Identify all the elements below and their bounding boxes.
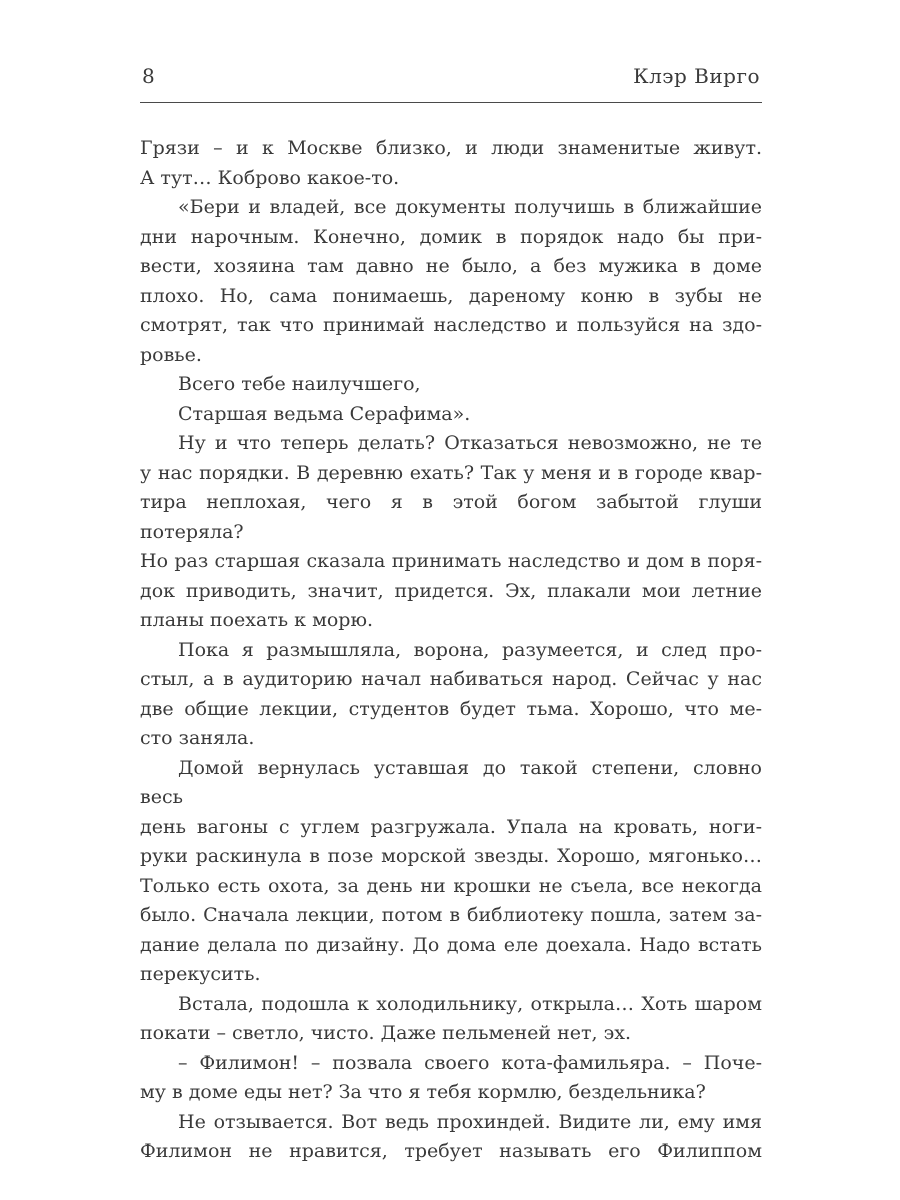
paragraph	[140, 134, 762, 193]
text-line: ровье.	[140, 343, 202, 366]
text-line: «Бери и владей, все документы получишь в ближайшие	[178, 196, 762, 218]
text-line: смотрят, так что принимай наследство и пользуйся на здо-	[140, 314, 762, 336]
text-line: день вагоны с углем разгружала. Упала на кровать, ноги-	[140, 815, 762, 838]
text-line: было. Сначала лекции, потом в библиотеку пошла, затем за-	[140, 904, 762, 926]
text-line: перекусить.	[140, 963, 261, 985]
paragraph	[140, 990, 762, 1049]
text-line: Встала, подошла к холодильнику, открыла… Хоть шаром	[178, 992, 762, 1015]
paragraph	[140, 1049, 762, 1108]
text-line: дание делала по дизайну. До дома еле доехала. Надо встать	[140, 933, 762, 956]
page-number: 8	[142, 64, 155, 88]
text-line: Грязи – и к Москве близко, и люди знаменитые живут.	[140, 137, 762, 159]
paragraph	[140, 400, 762, 430]
text-line: тира неплохая, чего я в этой богом забытой глуши потеряла?	[140, 491, 762, 543]
text-line: Старшая ведьма Серафима».	[178, 402, 471, 425]
running-head-author: Клэр Вирго	[633, 64, 760, 88]
text-line: Пока я размышляла, ворона, разумеется, и след про-	[178, 638, 762, 661]
paragraph	[140, 636, 762, 754]
text-line: Но раз старшая сказала принимать наследство и дом в поря-	[140, 550, 762, 572]
text-line: руки раскинула в позе морской звезды. Хорошо, мягонько…	[140, 845, 762, 867]
paragraph	[140, 429, 762, 636]
text-line: плохо. Но, сама понимаешь, дареному коню в зубы не	[140, 284, 762, 307]
text-line: док приводить, значит, придется. Эх, плакали мои летние	[140, 579, 762, 602]
text-line: – Филимон! – позвала своего кота-фамильяра. – Поче-	[178, 1051, 762, 1074]
text-line: А тут… Коброво какое-то.	[140, 166, 400, 189]
text-line: две общие лекции, студентов будет тьма. Хорошо, что ме-	[140, 697, 762, 720]
text-line: Ну и что теперь делать? Отказаться невозможно, не те	[178, 432, 762, 454]
paragraph	[140, 1108, 762, 1167]
paragraph	[140, 193, 762, 370]
text-line: покати – светло, чисто. Даже пельменей нет, эх.	[140, 1022, 632, 1044]
text-line: Домой вернулась уставшая до такой степени, словно весь	[140, 756, 762, 808]
text-line: Филимон не нравится, требует называть его Филиппом	[140, 1140, 762, 1162]
text-line: Всего тебе наилучшего,	[178, 373, 421, 395]
text-line: стыл, а в аудиторию начал набиваться народ. Сейчас у нас	[140, 668, 762, 690]
text-line: Не отзывается. Вот ведь прохиндей. Видите ли, ему имя	[178, 1110, 762, 1133]
page-header	[140, 64, 762, 103]
text-line: му в доме еды нет? За что я тебя кормлю, бездельника?	[140, 1081, 706, 1103]
text-line: дни нарочным. Конечно, домик в порядок надо бы при-	[140, 225, 762, 248]
text-line: сто заняла.	[140, 727, 255, 749]
text-block	[140, 64, 762, 1167]
text-line: у нас порядки. В деревню ехать? Так у меня и в городе квар-	[140, 461, 762, 484]
paragraph	[140, 754, 762, 990]
text-line: Только есть охота, за день ни крошки не съела, все некогда	[140, 874, 762, 897]
body-text	[140, 134, 762, 1167]
text-line: планы поехать к морю.	[140, 609, 374, 631]
text-line: вести, хозяина там давно не было, а без мужика в доме	[140, 255, 762, 277]
paragraph	[140, 370, 762, 400]
